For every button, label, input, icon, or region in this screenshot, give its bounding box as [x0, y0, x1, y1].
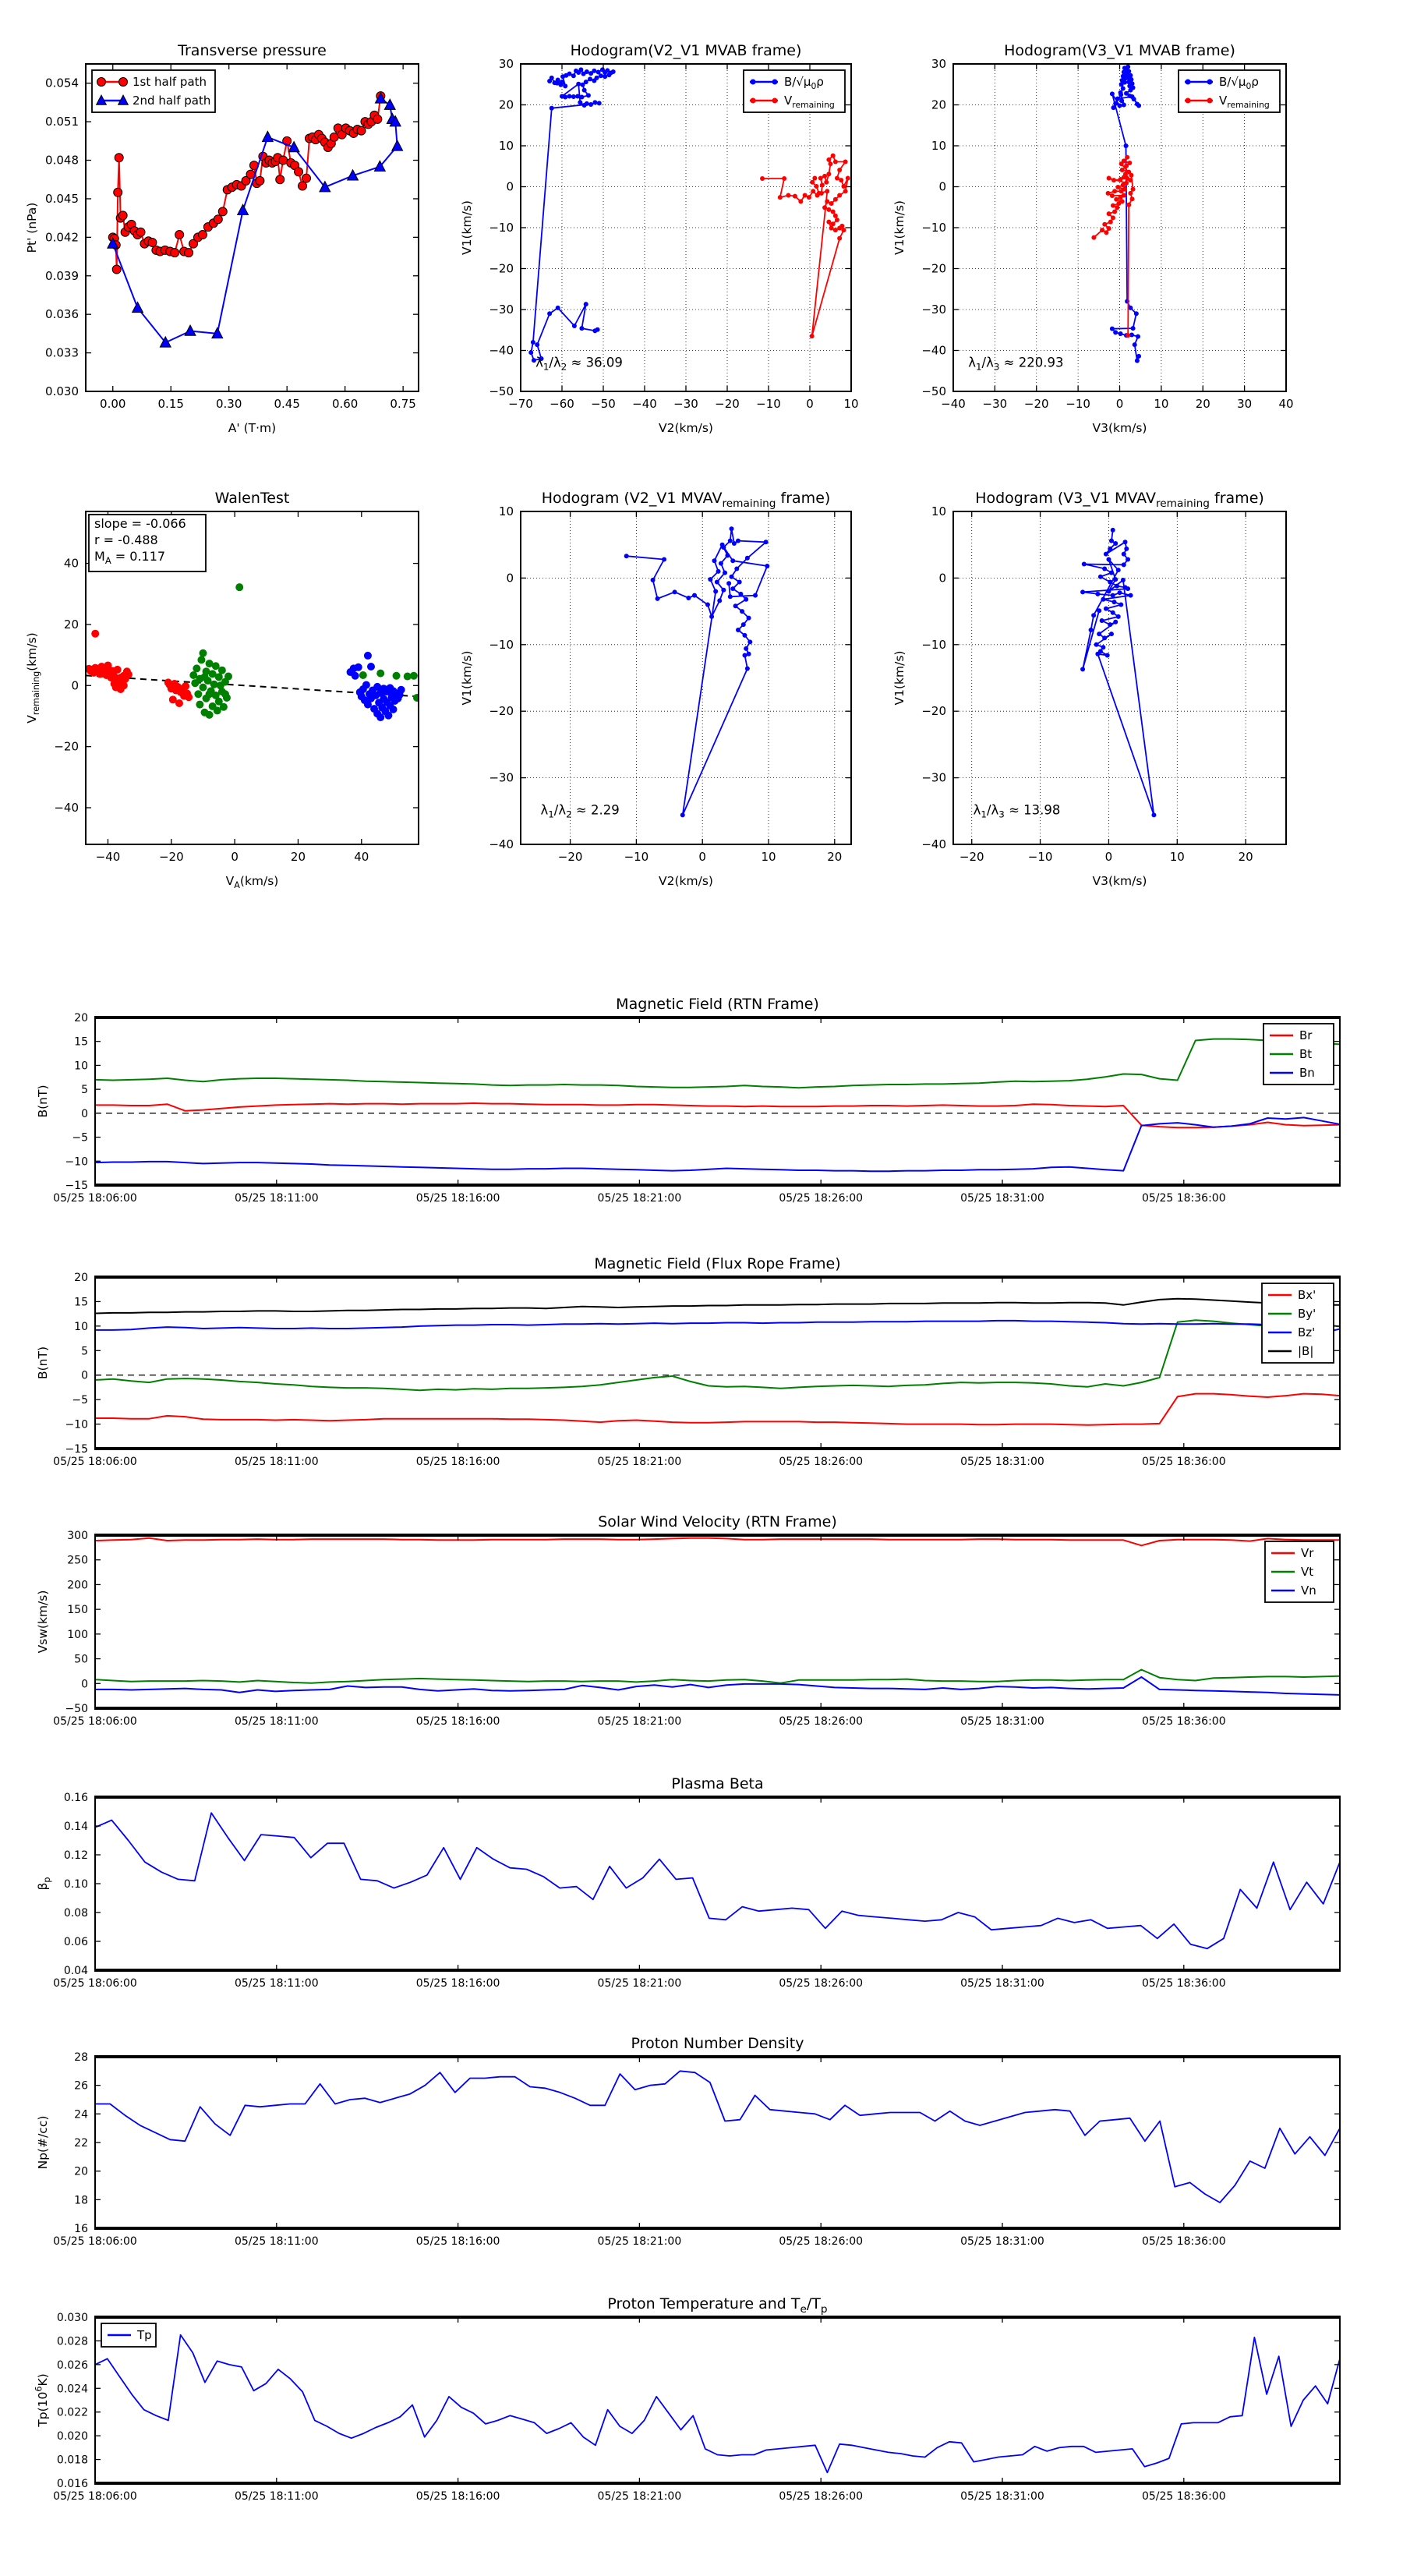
svg-text:0: 0 — [506, 571, 514, 586]
svg-text:05/25 18:26:00: 05/25 18:26:00 — [779, 2235, 864, 2248]
svg-text:10: 10 — [74, 1320, 88, 1333]
svg-text:0: 0 — [81, 1107, 88, 1120]
svg-text:05/25 18:31:00: 05/25 18:31:00 — [960, 1715, 1044, 1728]
svg-text:−15: −15 — [65, 1443, 88, 1456]
svg-text:Bn: Bn — [1299, 1066, 1315, 1080]
walen-test-chart-plot-area — [85, 583, 421, 721]
svg-text:Solar Wind Velocity (RTN Frame: Solar Wind Velocity (RTN Frame) — [598, 1513, 837, 1530]
mag-fluxrope-chart — [36, 1255, 1341, 1468]
svg-text:0: 0 — [506, 179, 514, 194]
svg-text:−15: −15 — [65, 1180, 88, 1192]
svg-text:05/25 18:21:00: 05/25 18:21:00 — [597, 2235, 682, 2248]
svg-text:250: 250 — [67, 1554, 88, 1567]
svg-text:10: 10 — [1169, 850, 1185, 864]
svg-text:20: 20 — [1238, 850, 1253, 864]
svg-text:V1(km/s): V1(km/s) — [892, 650, 906, 706]
svg-text:0.14: 0.14 — [63, 1821, 88, 1833]
svg-text:0: 0 — [71, 678, 79, 693]
svg-text:−50: −50 — [65, 1703, 88, 1715]
svg-text:Vremaining: $V_{remaining}$ — [1219, 94, 1270, 110]
svg-text:05/25 18:16:00: 05/25 18:16:00 — [415, 1977, 500, 1990]
svg-text:20: 20 — [1195, 397, 1210, 411]
svg-text:50: 50 — [74, 1653, 88, 1666]
svg-text:V2(km/s): V2(km/s) — [659, 874, 713, 888]
svg-text:0.10: 0.10 — [63, 1878, 88, 1891]
svg-text:−20: −20 — [921, 704, 946, 719]
svg-text:5: 5 — [81, 1345, 88, 1358]
svg-text:0.054: 0.054 — [45, 76, 79, 90]
proton-temperature-chart-legend — [101, 2323, 156, 2347]
svg-text:Tp(106K): $Tp(10^6K)$ — [34, 2373, 50, 2427]
svg-text:−40: −40 — [921, 837, 946, 851]
svg-text:−50: −50 — [489, 384, 514, 398]
svg-text:05/25 18:11:00: 05/25 18:11:00 — [234, 1456, 319, 1468]
svg-text:0: 0 — [938, 179, 946, 194]
proton-density-chart-plot-area — [95, 2071, 1340, 2203]
svg-text:40: 40 — [63, 556, 79, 571]
svg-text:−10: −10 — [489, 221, 514, 235]
hodogram-v2v1-mvav-chart — [460, 490, 851, 888]
svg-text:0.036: 0.036 — [45, 307, 79, 322]
svg-text:05/25 18:06:00: 05/25 18:06:00 — [53, 2490, 137, 2503]
svg-text:Magnetic Field (Flux Rope Fram: Magnetic Field (Flux Rope Frame) — [594, 1255, 841, 1272]
svg-text:10: 10 — [498, 139, 514, 153]
svg-text:Bx': Bx' — [1298, 1288, 1316, 1302]
svg-text:15: 15 — [74, 1035, 88, 1049]
svg-text:10: 10 — [931, 504, 946, 518]
svg-text:−20: −20 — [557, 850, 583, 864]
svg-text:−10: −10 — [756, 397, 781, 411]
svg-text:0.030: 0.030 — [45, 384, 79, 398]
svg-text:−20: −20 — [158, 850, 184, 864]
svg-text:05/25 18:06:00: 05/25 18:06:00 — [53, 1977, 137, 1990]
svg-text:22: 22 — [74, 2137, 88, 2150]
svg-text:VA(km/s): $V_A(km/s)$ — [225, 874, 279, 890]
svg-text:−30: −30 — [921, 303, 946, 317]
svg-text:20: 20 — [931, 97, 946, 112]
walen-test-chart — [25, 490, 421, 890]
svg-text:0: 0 — [81, 1369, 88, 1382]
transverse-pressure-chart — [25, 42, 419, 435]
svg-text:10: 10 — [1154, 397, 1169, 411]
svg-text:V1(km/s): V1(km/s) — [892, 200, 906, 255]
svg-text:0.04: 0.04 — [63, 1965, 88, 1977]
svg-text:05/25 18:21:00: 05/25 18:21:00 — [597, 1715, 682, 1728]
svg-text:−20: −20 — [489, 261, 514, 276]
svg-text:05/25 18:36:00: 05/25 18:36:00 — [1141, 2235, 1226, 2248]
svg-text:WalenTest: WalenTest — [214, 490, 290, 507]
svg-text:10: 10 — [761, 850, 776, 864]
svg-text:B/√μ0ρ: $B/√\mu_0\rho$ — [1219, 75, 1259, 91]
svg-text:−40: −40 — [632, 397, 657, 411]
svg-text:20: 20 — [827, 850, 843, 864]
svg-text:0.06: 0.06 — [63, 1936, 88, 1948]
svg-text:V1(km/s): V1(km/s) — [460, 200, 474, 255]
svg-text:Proton Number Density: Proton Number Density — [631, 2035, 804, 2052]
svg-text:0: 0 — [698, 850, 706, 864]
hodogram-v2v1-mvav-chart-plot-area — [521, 511, 851, 844]
svg-text:0.033: 0.033 — [45, 345, 79, 360]
mag-rtn-chart-legend — [1263, 1024, 1334, 1085]
svg-text:By': By' — [1298, 1307, 1316, 1321]
hodogram-v2v1-mvab-chart-plot-area — [521, 64, 851, 391]
svg-text:Vsw(km/s): Vsw(km/s) — [36, 1590, 50, 1654]
svg-text:05/25 18:31:00: 05/25 18:31:00 — [960, 1192, 1044, 1205]
svg-text:15: 15 — [74, 1296, 88, 1309]
svg-text:V3(km/s): V3(km/s) — [1092, 874, 1147, 888]
svg-text:05/25 18:16:00: 05/25 18:16:00 — [415, 1715, 500, 1728]
svg-text:20: 20 — [63, 617, 79, 632]
svg-text:200: 200 — [67, 1579, 88, 1592]
svg-text:05/25 18:36:00: 05/25 18:36:00 — [1141, 2490, 1226, 2503]
svg-text:−20: −20 — [921, 261, 946, 276]
svg-text:0: 0 — [938, 571, 946, 586]
svg-text:−30: −30 — [489, 770, 514, 785]
svg-text:Transverse pressure: Transverse pressure — [178, 42, 327, 59]
svg-text:0: 0 — [806, 397, 814, 411]
mag-fluxrope-chart-plot-area — [95, 1299, 1340, 1425]
svg-text:0: 0 — [1115, 397, 1124, 411]
svg-text:−50: −50 — [921, 384, 946, 398]
svg-text:0.042: 0.042 — [45, 230, 79, 245]
hodogram-v2v1-mvab-chart-legend — [744, 70, 845, 112]
svg-text:0.020: 0.020 — [56, 2430, 88, 2443]
svg-text:0.16: 0.16 — [63, 1792, 88, 1804]
svg-text:0.028: 0.028 — [56, 2335, 88, 2348]
svg-text:05/25 18:16:00: 05/25 18:16:00 — [415, 1456, 500, 1468]
svg-text:λ1/λ2 ≈ 2.29: $\lambda_1/\lambda_2 \approx 2.29$ — [540, 802, 620, 820]
svg-text:05/25 18:26:00: 05/25 18:26:00 — [779, 2490, 864, 2503]
svg-text:r = -0.488: r = -0.488 — [94, 533, 158, 547]
svg-text:λ1/λ3 ≈ 13.98: $\lambda_1/\lambda_3 \approx 13.98$ — [973, 802, 1061, 820]
svg-text:0.039: 0.039 — [45, 268, 79, 283]
svg-text:MA = 0.117: $M_A = 0.117$ — [94, 549, 166, 566]
hodogram-v3v1-mvab-chart — [892, 42, 1294, 435]
svg-text:05/25 18:36:00: 05/25 18:36:00 — [1141, 1977, 1226, 1990]
svg-text:Hodogram(V2_V1 MVAB frame): Hodogram(V2_V1 MVAB frame) — [570, 42, 802, 59]
svg-text:A' (T·m): A' (T·m) — [228, 421, 277, 435]
svg-text:slope = -0.066: slope = -0.066 — [94, 516, 186, 531]
svg-text:05/25 18:21:00: 05/25 18:21:00 — [597, 1456, 682, 1468]
svg-text:0.051: 0.051 — [45, 115, 79, 129]
svg-text:V3(km/s): V3(km/s) — [1092, 421, 1147, 435]
svg-text:−20: −20 — [959, 850, 984, 864]
svg-text:−40: −40 — [489, 343, 514, 358]
svg-text:0.030: 0.030 — [56, 2312, 88, 2324]
svg-text:0.75: 0.75 — [390, 397, 416, 411]
svg-text:−10: −10 — [624, 850, 649, 864]
svg-text:Vremaining: $V_{remaining}$ — [784, 94, 835, 110]
svg-text:0: 0 — [81, 1678, 88, 1691]
svg-text:−20: −20 — [489, 704, 514, 719]
svg-text:|B|: |B| — [1298, 1344, 1314, 1358]
svg-text:16: 16 — [74, 2223, 88, 2235]
svg-text:05/25 18:11:00: 05/25 18:11:00 — [234, 2235, 319, 2248]
svg-text:05/25 18:36:00: 05/25 18:36:00 — [1141, 1715, 1226, 1728]
svg-text:Pt' (nPa): Pt' (nPa) — [25, 202, 39, 253]
svg-text:−10: −10 — [65, 1418, 88, 1431]
svg-text:0.016: 0.016 — [56, 2478, 88, 2490]
svg-text:Hodogram(V3_V1 MVAB frame): Hodogram(V3_V1 MVAB frame) — [1004, 42, 1235, 59]
svg-text:10: 10 — [843, 397, 859, 411]
mag-rtn-chart — [36, 996, 1341, 1205]
svg-text:05/25 18:06:00: 05/25 18:06:00 — [53, 1715, 137, 1728]
svg-text:05/25 18:21:00: 05/25 18:21:00 — [597, 2490, 682, 2503]
svg-text:05/25 18:11:00: 05/25 18:11:00 — [234, 1715, 319, 1728]
svg-text:V1(km/s): V1(km/s) — [460, 650, 474, 706]
svg-text:−10: −10 — [65, 1155, 88, 1169]
svg-text:B/√μ0ρ: $B/√\mu_0\rho$ — [784, 75, 824, 91]
svg-text:0.00: 0.00 — [100, 397, 126, 411]
svg-text:λ1/λ2 ≈ 36.09: $\lambda_1/\lambda_2 \approx 36.09$ — [535, 355, 623, 373]
hodogram-v3v1-mvab-chart-plot-area — [953, 64, 1286, 391]
svg-text:λ1/λ3 ≈ 220.93: $\lambda_1/\lambda_3 \approx 220.93$ — [968, 355, 1064, 373]
svg-text:05/25 18:06:00: 05/25 18:06:00 — [53, 2235, 137, 2248]
svg-text:Vn: Vn — [1301, 1583, 1316, 1598]
svg-text:10: 10 — [74, 1060, 88, 1073]
svg-text:B(nT): B(nT) — [36, 1346, 50, 1380]
svg-text:05/25 18:16:00: 05/25 18:16:00 — [415, 1192, 500, 1205]
svg-text:−20: −20 — [715, 397, 740, 411]
vsw-rtn-chart-legend — [1265, 1541, 1334, 1602]
svg-text:−5: −5 — [72, 1131, 88, 1145]
svg-text:20: 20 — [74, 1272, 88, 1284]
svg-text:Hodogram (V2_V1 MVAVremaining: Hodogram (V2_V1 $MVAV_{remaining}$ frame) — [541, 490, 831, 510]
svg-text:Tp: Tp — [137, 2328, 152, 2342]
svg-text:40: 40 — [1278, 397, 1294, 411]
svg-text:05/25 18:16:00: 05/25 18:16:00 — [415, 2490, 500, 2503]
svg-text:05/25 18:31:00: 05/25 18:31:00 — [960, 1456, 1044, 1468]
svg-text:−30: −30 — [982, 397, 1008, 411]
svg-text:−10: −10 — [1066, 397, 1090, 411]
svg-text:0.08: 0.08 — [63, 1907, 88, 1920]
svg-text:30: 30 — [931, 57, 946, 71]
mag-rtn-chart-plot-area — [95, 1039, 1340, 1172]
svg-text:−40: −40 — [54, 800, 79, 815]
mag-fluxrope-chart-legend — [1262, 1283, 1334, 1363]
svg-text:05/25 18:36:00: 05/25 18:36:00 — [1141, 1192, 1226, 1205]
svg-text:−70: −70 — [508, 397, 533, 411]
plasma-beta-chart-plot-area — [95, 1813, 1340, 1948]
svg-text:0.045: 0.045 — [45, 191, 79, 206]
svg-text:0: 0 — [1104, 850, 1113, 864]
svg-text:05/25 18:11:00: 05/25 18:11:00 — [234, 1192, 319, 1205]
svg-text:Plasma Beta: Plasma Beta — [671, 1775, 764, 1792]
svg-text:18: 18 — [74, 2194, 88, 2207]
hodogram-v2v1-mvab-chart — [460, 42, 859, 435]
svg-text:150: 150 — [67, 1604, 88, 1617]
svg-text:−20: −20 — [1023, 397, 1049, 411]
svg-text:−10: −10 — [921, 637, 946, 652]
svg-text:0.048: 0.048 — [45, 153, 79, 168]
svg-text:05/25 18:21:00: 05/25 18:21:00 — [597, 1192, 682, 1205]
svg-text:10: 10 — [498, 504, 514, 518]
svg-text:40: 40 — [354, 850, 369, 864]
svg-text:1st half path: 1st half path — [133, 75, 207, 89]
svg-text:26: 26 — [74, 2079, 88, 2093]
proton-density-chart — [36, 2035, 1341, 2248]
svg-text:−30: −30 — [673, 397, 698, 411]
svg-text:−50: −50 — [591, 397, 616, 411]
svg-text:Bz': Bz' — [1298, 1325, 1316, 1339]
proton-temperature-chart-plot-area — [95, 2335, 1340, 2473]
svg-text:−10: −10 — [1027, 850, 1053, 864]
svg-text:2nd half path: 2nd half path — [133, 94, 211, 108]
svg-text:−10: −10 — [489, 637, 514, 652]
svg-text:05/25 18:26:00: 05/25 18:26:00 — [779, 1192, 864, 1205]
svg-text:−10: −10 — [921, 221, 946, 235]
svg-text:5: 5 — [81, 1084, 88, 1097]
svg-text:28: 28 — [74, 2051, 88, 2064]
svg-text:05/25 18:06:00: 05/25 18:06:00 — [53, 1456, 137, 1468]
svg-text:−40: −40 — [921, 343, 946, 358]
transverse-pressure-chart-plot-area — [108, 92, 403, 347]
svg-text:Br: Br — [1299, 1028, 1313, 1042]
svg-text:βp: $\beta_p$ — [36, 1877, 52, 1891]
svg-text:0.30: 0.30 — [216, 397, 242, 411]
svg-text:Magnetic Field (RTN Frame): Magnetic Field (RTN Frame) — [616, 996, 819, 1013]
svg-text:0.022: 0.022 — [56, 2406, 88, 2419]
svg-text:300: 300 — [67, 1530, 88, 1542]
svg-text:20: 20 — [498, 97, 514, 112]
svg-text:0.60: 0.60 — [331, 397, 359, 411]
svg-text:0.12: 0.12 — [63, 1849, 88, 1862]
svg-text:Hodogram (V3_V1 MVAVremaining: Hodogram (V3_V1 $MVAV_{remaining}$ frame) — [975, 490, 1264, 510]
vsw-rtn-chart-plot-area — [95, 1538, 1340, 1695]
svg-text:V2(km/s): V2(km/s) — [659, 421, 713, 435]
svg-text:Bt: Bt — [1299, 1047, 1313, 1061]
svg-text:05/25 18:26:00: 05/25 18:26:00 — [779, 1456, 864, 1468]
svg-text:Vt: Vt — [1301, 1565, 1314, 1579]
svg-text:B(nT): B(nT) — [36, 1085, 50, 1118]
svg-text:0.026: 0.026 — [56, 2358, 88, 2372]
svg-text:20: 20 — [74, 1012, 88, 1024]
svg-text:−20: −20 — [54, 739, 79, 754]
svg-text:05/25 18:31:00: 05/25 18:31:00 — [960, 2490, 1044, 2503]
svg-text:−40: −40 — [489, 837, 514, 851]
svg-text:Proton Temperature and Te/Tp: Proton Temperature and $T_e/T_p$ — [607, 2295, 828, 2316]
svg-text:05/25 18:11:00: 05/25 18:11:00 — [234, 2490, 319, 2503]
svg-text:−5: −5 — [72, 1394, 88, 1407]
svg-text:0.15: 0.15 — [157, 397, 184, 411]
svg-text:0.024: 0.024 — [56, 2383, 88, 2396]
svg-text:0: 0 — [231, 850, 239, 864]
svg-text:30: 30 — [1237, 397, 1253, 411]
svg-text:0.45: 0.45 — [274, 397, 300, 411]
plasma-beta-chart — [36, 1775, 1341, 1990]
svg-text:100: 100 — [67, 1628, 88, 1641]
svg-text:−40: −40 — [941, 397, 966, 411]
svg-text:−30: −30 — [921, 770, 946, 785]
proton-temperature-chart — [34, 2295, 1341, 2503]
vsw-rtn-chart — [36, 1513, 1341, 1728]
svg-text:−40: −40 — [95, 850, 121, 864]
svg-text:20: 20 — [74, 2165, 88, 2178]
svg-text:Vremaining(km/s): $V_{remaining}(km/s)$ — [25, 632, 41, 724]
svg-text:Np(#/cc): Np(#/cc) — [36, 2115, 50, 2170]
hodogram-v3v1-mvav-chart — [892, 490, 1286, 888]
svg-text:20: 20 — [290, 850, 306, 864]
svg-text:−60: −60 — [550, 397, 574, 411]
svg-text:0.018: 0.018 — [56, 2454, 88, 2467]
svg-text:05/25 18:26:00: 05/25 18:26:00 — [779, 1715, 864, 1728]
svg-text:05/25 18:21:00: 05/25 18:21:00 — [597, 1977, 682, 1990]
svg-text:−30: −30 — [489, 303, 514, 317]
svg-text:05/25 18:36:00: 05/25 18:36:00 — [1141, 1456, 1226, 1468]
svg-text:05/25 18:16:00: 05/25 18:16:00 — [415, 2235, 500, 2248]
svg-text:05/25 18:06:00: 05/25 18:06:00 — [53, 1192, 137, 1205]
svg-text:Vr: Vr — [1301, 1546, 1314, 1560]
svg-text:05/25 18:26:00: 05/25 18:26:00 — [779, 1977, 864, 1990]
svg-text:05/25 18:31:00: 05/25 18:31:00 — [960, 2235, 1044, 2248]
svg-text:30: 30 — [498, 57, 514, 71]
svg-text:05/25 18:31:00: 05/25 18:31:00 — [960, 1977, 1044, 1990]
svg-text:24: 24 — [74, 2108, 88, 2121]
hodogram-v3v1-mvab-chart-legend — [1179, 70, 1280, 112]
svg-text:10: 10 — [931, 139, 946, 153]
hodogram-v3v1-mvav-chart-plot-area — [953, 511, 1286, 844]
transverse-pressure-chart-legend — [92, 70, 215, 112]
svg-text:05/25 18:11:00: 05/25 18:11:00 — [234, 1977, 319, 1990]
